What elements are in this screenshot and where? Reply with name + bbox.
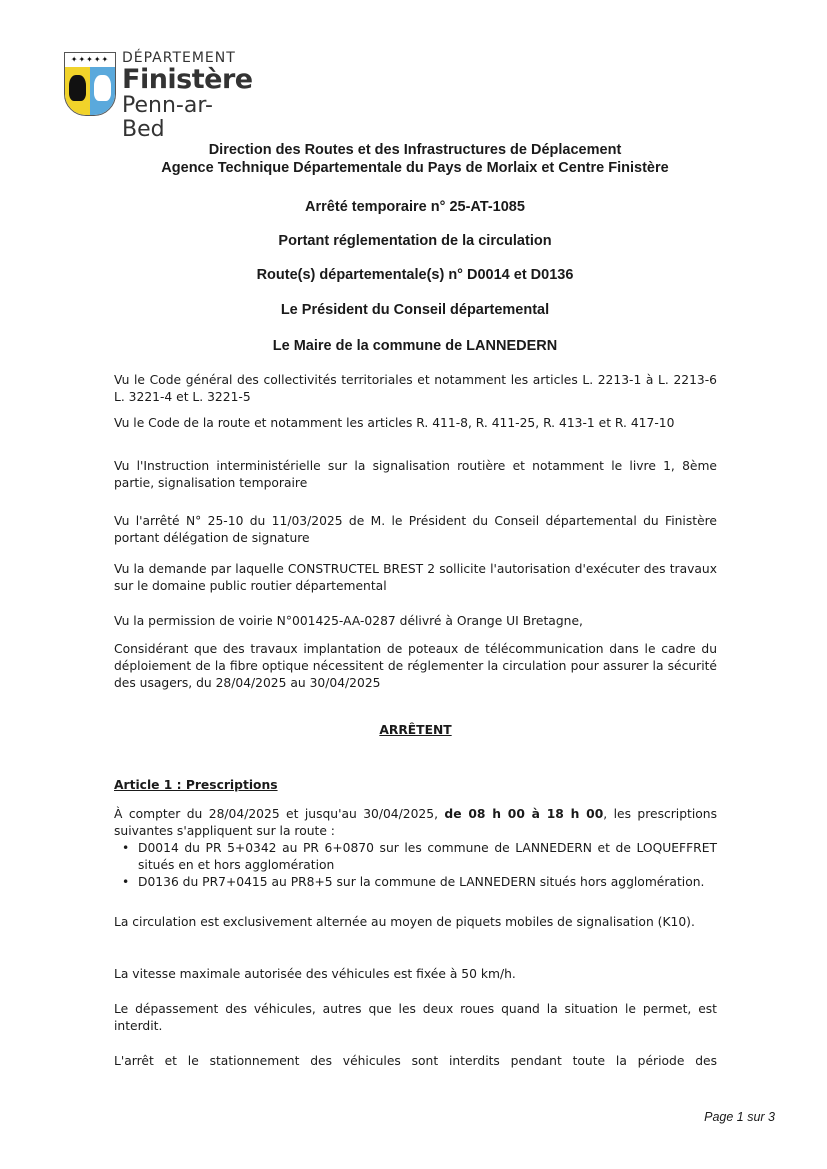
- maire-heading: Le Maire de la commune de LANNEDERN: [272, 338, 558, 354]
- article-1-intro: [114, 806, 717, 891]
- route-list: [114, 840, 717, 891]
- logo-line-2: Finistère: [122, 64, 253, 95]
- arretent-heading: ARRÊTENT: [379, 723, 452, 737]
- finistere-logo: [58, 50, 253, 142]
- visa-paragraph: Vu le Code général des collectivités territoriales et notamment les articles L. 2213-1 à L. 2213-6 L. 3221-4 et L. 3221-5: [114, 373, 717, 404]
- intro-hours: de 08 h 00 à 18 h 00: [444, 807, 604, 821]
- visa-paragraph: Vu l'Instruction interministérielle sur la signalisation routière et notamment le livre 1, 8ème partie, signalisation temporaire: [114, 459, 717, 490]
- intro-text-end: , les prescriptions suivantes s'appliquent sur la route :: [114, 807, 717, 838]
- page-number: Page 1 sur 3: [704, 1110, 775, 1124]
- logo-line-1: DÉPARTEMENT: [122, 50, 236, 66]
- visa-paragraph: Vu l'arrêté N° 25-10 du 11/03/2025 de M. le Président du Conseil départemental du Finistère portant délégation de signature: [114, 514, 717, 545]
- coat-of-arms-icon: ✦✦✦✦✦: [64, 52, 116, 116]
- arrete-subject: Portant réglementation de la circulation: [278, 233, 552, 249]
- president-heading: Le Président du Conseil départemental: [280, 302, 550, 318]
- article-paragraph: Le dépassement des véhicules, autres que les deux roues quand la situation le permet, est interdit.: [114, 1002, 717, 1033]
- visa-paragraph: Vu le Code de la route et notamment les articles R. 411-8, R. 411-25, R. 413-1 et R. 417-10: [114, 416, 675, 430]
- article-paragraph: La vitesse maximale autorisée des véhicules est fixée à 50 km/h.: [114, 967, 516, 981]
- article-1-title: Article 1 : Prescriptions: [114, 778, 278, 792]
- considerant-paragraph: Considérant que des travaux implantation de poteaux de télécommunication dans le cadre du déploiement de la fibre optique nécessitent de réglementer la circulation pour assurer la sécurité des usagers, du 28/04/2025 au 30/04/2025: [114, 642, 717, 690]
- agence-heading: Agence Technique Départementale du Pays de Morlaix et Centre Finistère: [161, 160, 669, 176]
- visa-paragraph: Vu la demande par laquelle CONSTRUCTEL BREST 2 sollicite l'autorisation d'exécuter des travaux sur le domaine public routier départemental: [114, 562, 717, 593]
- intro-text: À compter du 28/04/2025 et jusqu'au 30/04/2025,: [114, 807, 445, 821]
- logo-line-3: Penn-ar-Bed: [122, 93, 213, 142]
- article-paragraph: L'arrêt et le stationnement des véhicules sont interdits pendant toute la période des: [114, 1054, 717, 1068]
- article-paragraph: La circulation est exclusivement alternée au moyen de piquets mobiles de signalisation (K10).: [114, 915, 695, 929]
- route-item: • D0136 du PR7+0415 au PR8+5 sur la commune de LANNEDERN situés hors agglomération.: [138, 874, 717, 891]
- routes-heading: Route(s) départementale(s) n° D0014 et D0136: [256, 267, 574, 283]
- direction-heading: Direction des Routes et des Infrastructures de Déplacement: [208, 142, 622, 158]
- arrete-number: Arrêté temporaire n° 25-AT-1085: [305, 199, 525, 215]
- visa-paragraph: Vu la permission de voirie N°001425-AA-0287 délivré à Orange UI Bretagne,: [114, 614, 583, 628]
- route-item: • D0014 du PR 5+0342 au PR 6+0870 sur les commune de LANNEDERN et de LOQUEFFRET situés en et hors agglomération: [138, 840, 717, 874]
